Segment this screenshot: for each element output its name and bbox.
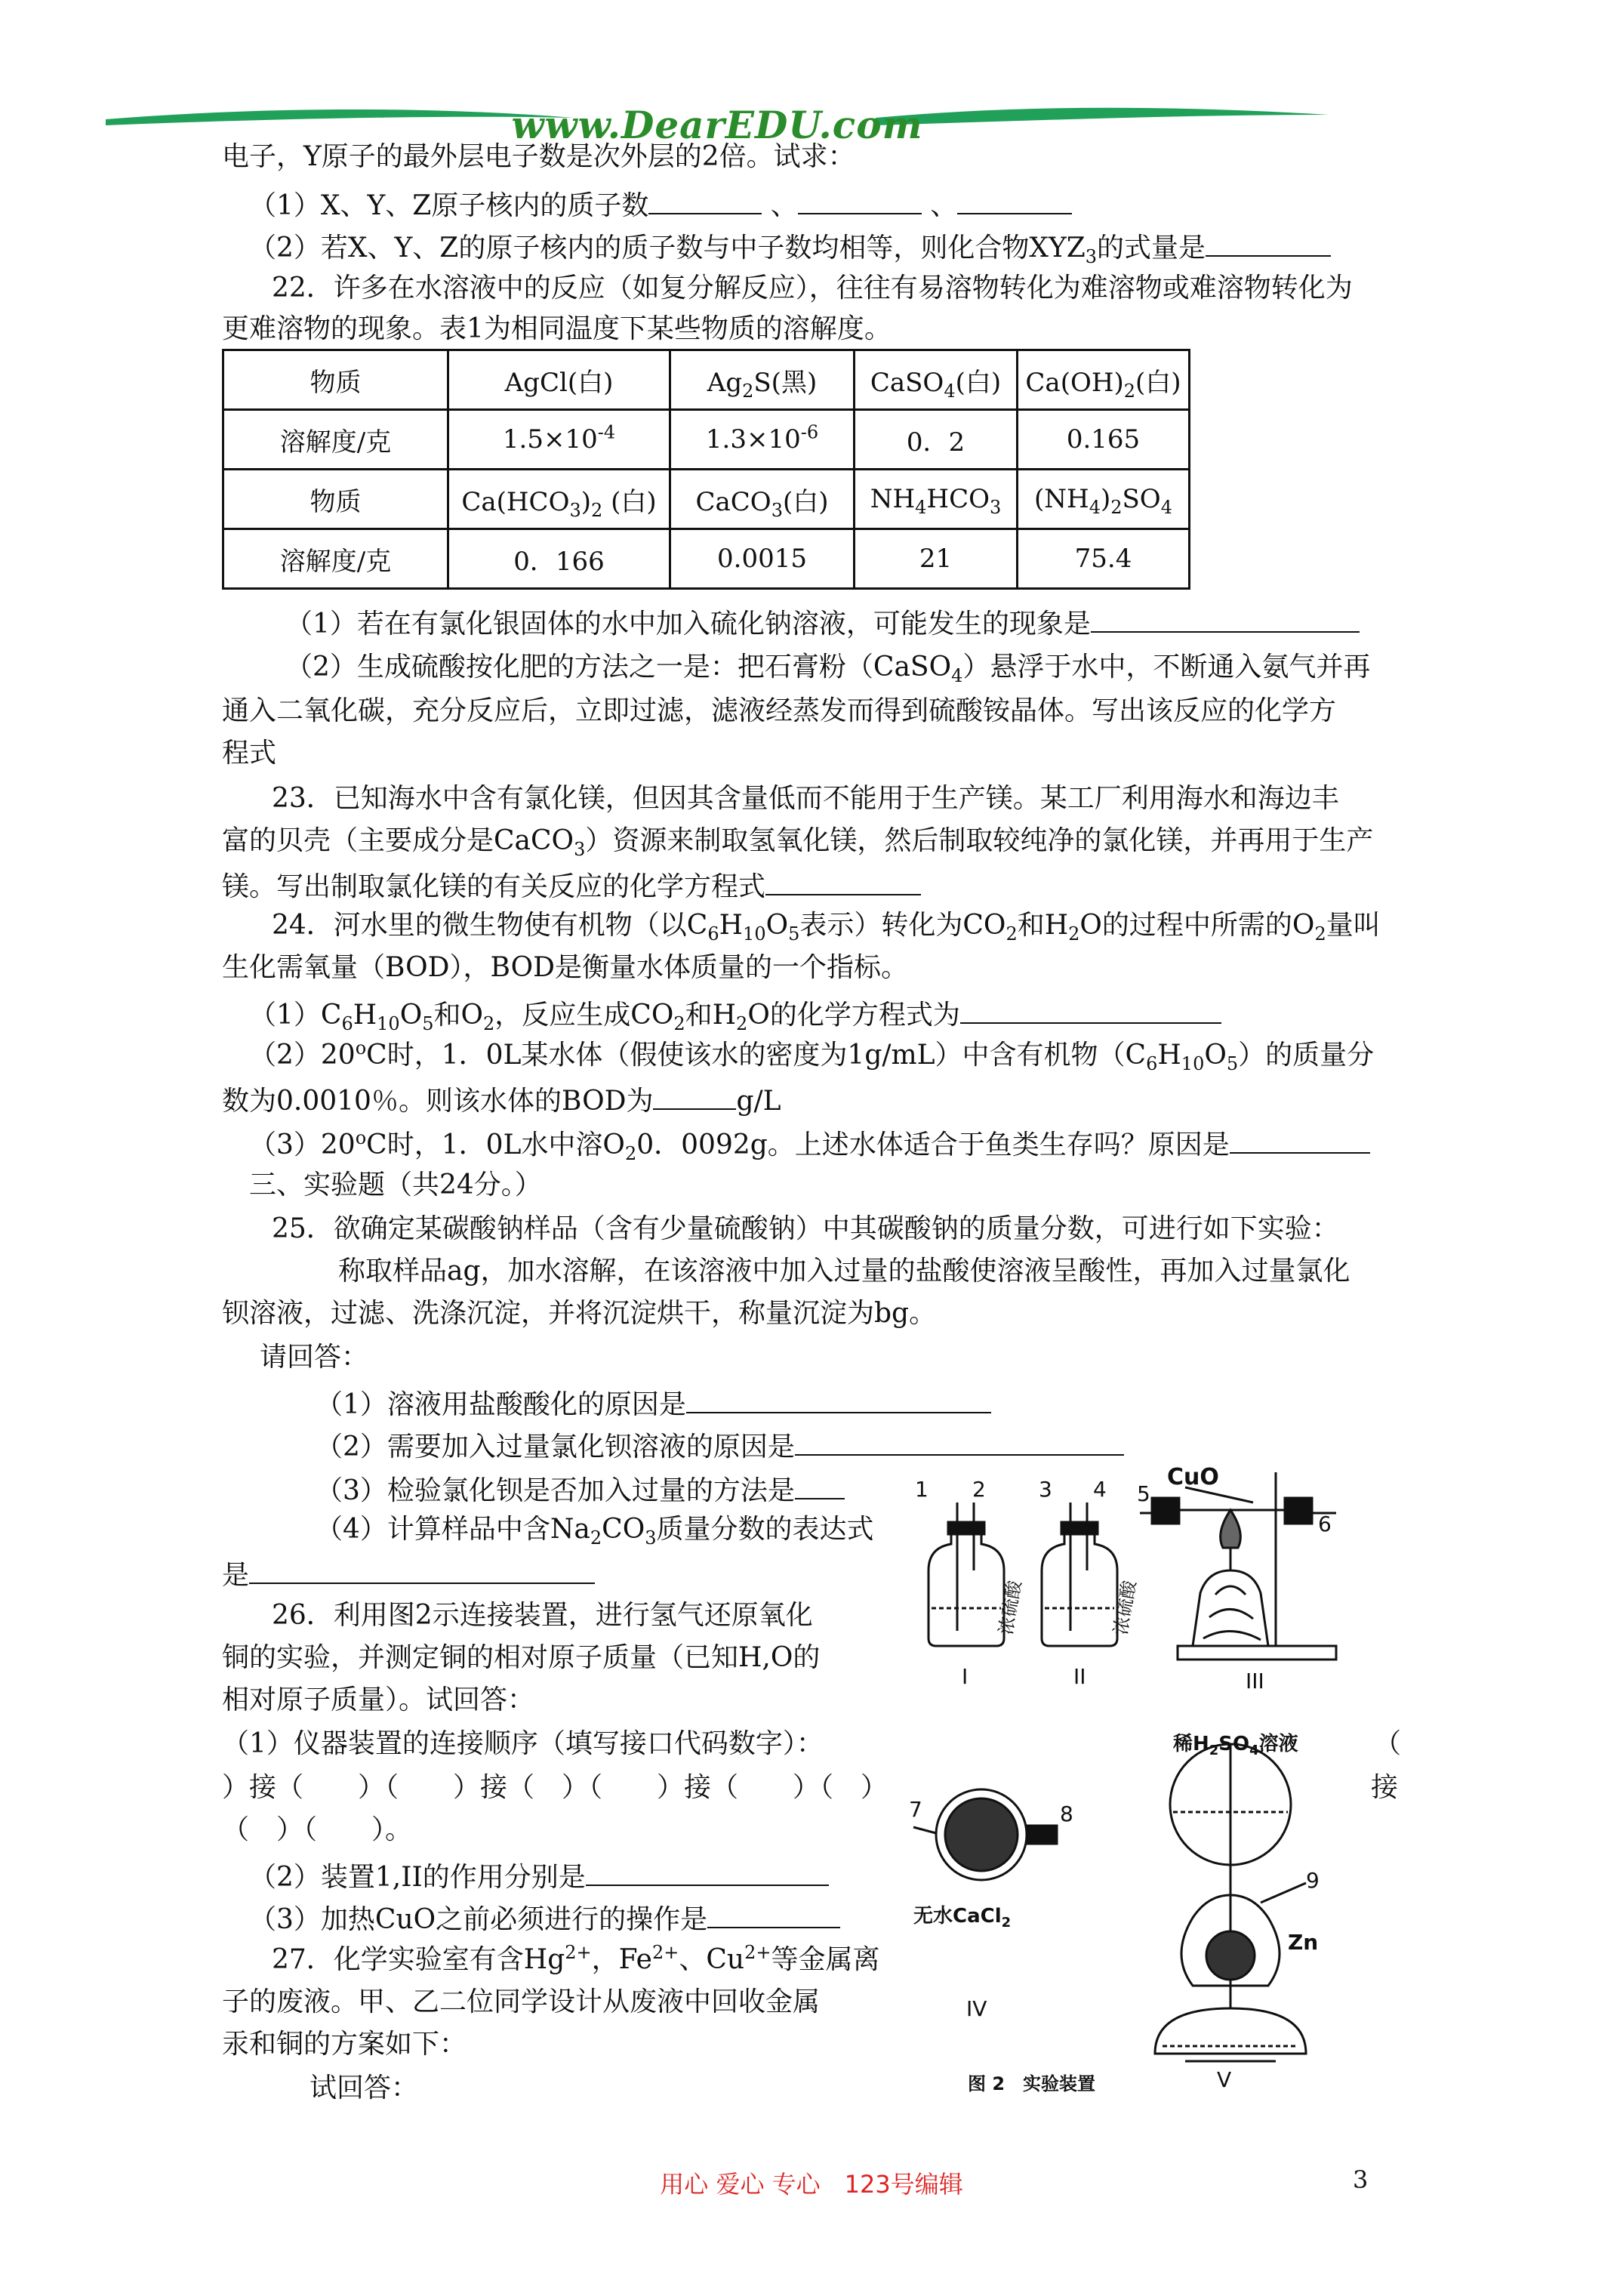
table-cell: CaCO$_3$(白): [670, 470, 855, 529]
q21-part2: （2）若X、Y、Z的原子核内的质子数与中子数均相等，则化合物$XYZ_3$的式量是: [249, 228, 1331, 265]
label-4: 4: [1093, 1477, 1107, 1502]
label-acid-2: 浓硫酸: [1110, 1579, 1141, 1637]
table-cell: $(NH_4)_2SO_4$: [1018, 470, 1190, 529]
q21-part1: （1）X、Y、Z原子核内的质子数 、 、: [249, 186, 1072, 223]
q22-3: 通入二氧化碳，充分反应后，立即过滤，滤液经蒸发而得到硫酸铵晶体。写出该反应的化学方: [222, 695, 1337, 726]
label-v: V: [1217, 2067, 1232, 2092]
table-cell: $Ca(HCO_3)_2$ (白): [448, 470, 670, 529]
solubility-table: [222, 349, 1190, 590]
q26-1: 26．利用图2示连接装置，进行氢气还原氧化: [272, 1600, 813, 1631]
table-cell: AgCl(白): [448, 350, 670, 410]
q25-2: 称取样品ag，加水溶解，在该溶液中加入过量的盐酸使溶液呈酸性，再加入过量氯化: [338, 1256, 1350, 1287]
brand-text: www.DearEDU.com: [511, 103, 923, 147]
label-cacl2: 无水CaCl$_2$: [913, 1905, 1012, 1931]
table-cell: $1.5\times 10^{-4}$: [448, 410, 670, 470]
label-5: 5: [1137, 1481, 1150, 1506]
label-zn: Zn: [1288, 1930, 1319, 1955]
table-cell: 0．2: [855, 410, 1018, 470]
q22-4: 程式: [222, 738, 277, 769]
q24-5: 数为0.0010％。则该水体的BOD为 g/L: [222, 1081, 781, 1118]
table-cell: CaSO$_4$(白): [855, 350, 1018, 410]
label-h2so4: 稀$H_2SO_4$溶液: [1173, 1733, 1298, 1758]
q27-2: 子的废液。甲、乙二位同学设计从废液中回收金属: [222, 1986, 821, 2017]
q22-line1: 22．许多在水溶液中的反应（如复分解反应），往往有易溶物转化为难溶物或难溶物转化为: [272, 273, 1353, 304]
q22-2: （2）生成硫酸按化肥的方法之一是：把石膏粉（CaSO$_4$）悬浮于水中，不断通入氨气并再: [285, 652, 1371, 687]
q26-8: （3）加热CuO之前必须进行的操作是: [249, 1900, 840, 1937]
label-2: 2: [972, 1477, 986, 1502]
label-1: 1: [915, 1477, 929, 1502]
label-9: 9: [1306, 1868, 1320, 1893]
table-cell: $NH_4HCO_3$: [855, 470, 1018, 529]
table-row: [223, 410, 1190, 470]
label-3: 3: [1039, 1477, 1052, 1502]
q27-4: 试回答：: [310, 2073, 419, 2103]
q22-1: （1）若在有氯化银固体的水中加入硫化钠溶液，可能发生的现象是: [285, 604, 1360, 641]
table-row: [223, 529, 1190, 589]
q25-6: （2）需要加入过量氯化钡溶液的原因是: [316, 1427, 1124, 1464]
footer-text: 用心 爱心 专心 123号编辑: [660, 2170, 963, 2199]
label-acid-1: 浓硫酸: [995, 1579, 1026, 1637]
table-cell: 0.165: [1018, 410, 1190, 470]
table-cell: 0.0015: [670, 529, 855, 589]
label-7: 7: [909, 1797, 922, 1822]
q25-5: （1）溶液用盐酸酸化的原因是: [316, 1385, 991, 1422]
label-i: I: [962, 1664, 969, 1689]
q25-1: 25．欲确定某碳酸钠样品（含有少量硫酸钠）中其碳酸钠的质量分数，可进行如下实验：: [272, 1213, 1339, 1244]
label-cuo: CuO: [1167, 1464, 1219, 1490]
q26-7: （2）装置1,II的作用分别是: [249, 1857, 829, 1894]
label-iv: IV: [966, 1996, 987, 2021]
apparatus-figure-bottom: [898, 1729, 1351, 2099]
table-cell: $Ca(OH)_2$(白): [1018, 350, 1190, 410]
figure-caption: 图 2 实验装置: [968, 2073, 1096, 2094]
q24-1: 24．河水里的微生物使有机物（以$C_6H_{10}O_5$表示）转化为$CO_2$和$H_2O$的过程中所需的$O_2$量叫: [272, 910, 1381, 945]
table-row: [223, 470, 1190, 529]
table-cell: 物质: [223, 470, 448, 529]
q22-line2: 更难溶物的现象。表1为相同温度下某些物质的溶解度。: [222, 313, 892, 344]
q26-5: ）接（ ）（ ）接（ ）（ ）接（ ）（ ）: [222, 1772, 888, 1803]
q26-4: （1）仪器装置的连接顺序（填写接口代码数字）：: [222, 1728, 824, 1759]
label-iii: III: [1246, 1669, 1264, 1693]
table-cell: 溶解度/克: [223, 410, 448, 470]
q24-4: （2）20$^o$C时，1．0L某水体（假使该水的密度为1g/mL）中含有机物$(C_6H_{10}O_5)$的质量分: [249, 1037, 1375, 1075]
table-row: [223, 350, 1190, 410]
q27-1: 27．化学实验室有含$Hg^{2+}$，$Fe^{2+}$、$Cu^{2+}$等金属离: [272, 1942, 880, 1975]
q26-4-paren: （: [1374, 1728, 1402, 1759]
q24-6: （3）20$^o$C时，1．0L水中溶$O_20$．0092g。上述水体适合于鱼类生存吗？原因是: [249, 1125, 1370, 1162]
q23-3: 镁。写出制取氯化镁的有关反应的化学方程式: [222, 867, 921, 904]
q25-4: 请回答：: [260, 1342, 369, 1373]
q26-6: （ ）（ ）。: [222, 1814, 413, 1845]
q25-8: （4）计算样品中含$Na_2CO_3$质量分数的表达式: [316, 1514, 874, 1549]
section-three-title: 三、实验题（共24分。）: [249, 1170, 542, 1200]
table-cell: 溶解度/克: [223, 529, 448, 589]
label-8: 8: [1060, 1801, 1073, 1826]
q25-7: （3）检验氯化钡是否加入过量的方法是: [316, 1471, 845, 1508]
q26-5-end: 接: [1371, 1772, 1399, 1803]
q23-2: 富的贝壳（主要成分是CaCO$_3$）资源来制取氢氧化镁，然后制取较纯净的氯化镁，并再用于生产: [222, 825, 1374, 861]
label-ii: II: [1073, 1664, 1086, 1689]
q26-2: 铜的实验，并测定铜的相对原子质量（已知H,O的: [222, 1642, 821, 1673]
q25-3: 钡溶液，过滤、洗涤沉淀，并将沉淀烘干，称量沉淀为bg。: [222, 1298, 937, 1329]
text-line: 电子，Y原子的最外层电子数是次外层的2倍。试求：: [222, 141, 855, 172]
table-cell: $Ag_2S$(黑): [670, 350, 855, 410]
q24-3: $(1)C_6H_{10}O_5$和$O_2$，反应生成$CO_2$和$H_2O$的化学方程式为: [249, 995, 1221, 1032]
apparatus-figure-top: [898, 1457, 1351, 1714]
q26-3: 相对原子质量）。试回答：: [222, 1684, 535, 1715]
q24-2: 生化需氧量（BOD），BOD是衡量水体质量的一个指标。: [222, 952, 909, 983]
q25-9: 是: [222, 1555, 595, 1592]
table-cell: 75.4: [1018, 529, 1190, 589]
q27-3: 汞和铜的方案如下：: [222, 2029, 467, 2060]
table-cell: $1.3\times 10^{-6}$: [670, 410, 855, 470]
page-number: 3: [1353, 2165, 1369, 2194]
table-cell: 物质: [223, 350, 448, 410]
table-cell: 0．166: [448, 529, 670, 589]
q23-1: 23．已知海水中含有氯化镁，但因其含量低而不能用于生产镁。某工厂利用海水和海边丰: [272, 783, 1339, 814]
table-cell: 21: [855, 529, 1018, 589]
label-6: 6: [1318, 1512, 1332, 1536]
